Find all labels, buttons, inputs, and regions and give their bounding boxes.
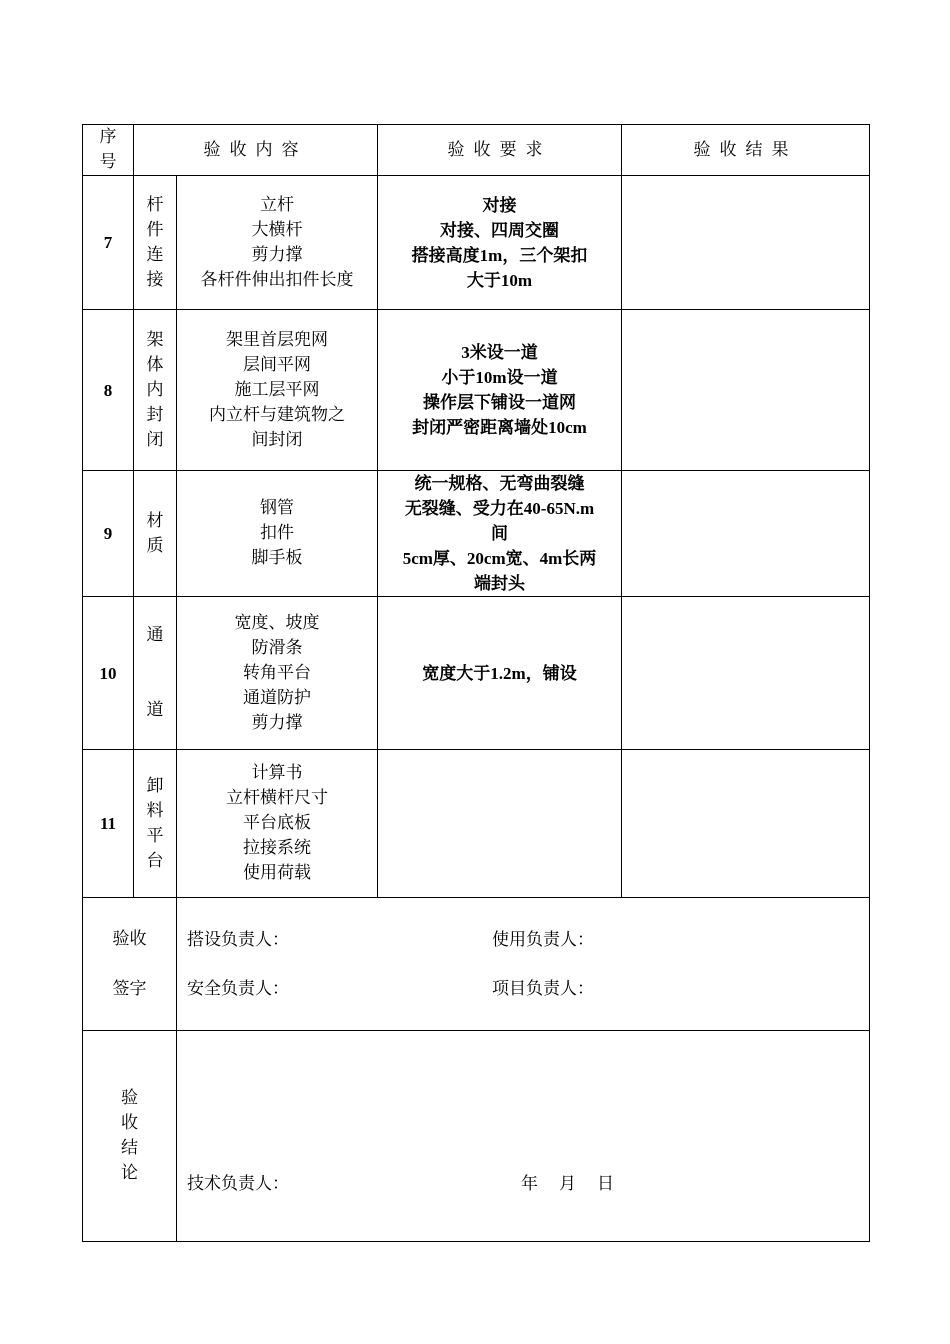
conclusion-label: 验收结论 (83, 1031, 177, 1242)
row-category: 架体内封闭 (134, 310, 177, 471)
row-result (622, 597, 870, 750)
row-seq: 11 (83, 750, 134, 898)
row-category: 杆件连接 (134, 176, 177, 310)
header-seq: 序号 (83, 125, 134, 176)
tech-signature-field[interactable]: 技术负责人： (187, 1174, 289, 1194)
row-requirement: 统一规格、无弯曲裂缝 无裂缝、受力在40-65N.m 间 5cm厚、20cm宽、4m长两 端封头 (378, 471, 622, 597)
row-seq: 7 (83, 176, 134, 310)
table-row (83, 176, 870, 310)
row-category: 卸料平台 (134, 750, 177, 898)
row-seq: 8 (83, 310, 134, 471)
row-result (622, 750, 870, 898)
safety-signature-field[interactable]: 安全负责人： (187, 979, 289, 999)
row-result (622, 310, 870, 471)
date-field[interactable]: 年 月 日 (521, 1174, 616, 1194)
header-result: 验收结果 (622, 125, 870, 176)
conclusion-fields[interactable] (177, 1031, 870, 1242)
table-row (83, 750, 870, 898)
row-content: 计算书 立杆横杆尺寸 平台底板 拉接系统 使用荷载 (177, 750, 378, 898)
row-requirement: 3米设一道 小于10m设一道 操作层下铺设一道网 封闭严密距离墙处10cm (378, 310, 622, 471)
table-row (83, 471, 870, 597)
table-row (83, 310, 870, 471)
header-row (83, 125, 870, 176)
table-row (83, 597, 870, 750)
row-content: 架里首层兜网 层间平网 施工层平网 内立杆与建筑物之 间封闭 (177, 310, 378, 471)
row-category: 通道 (134, 597, 177, 750)
project-signature-field[interactable]: 项目负责人： (492, 979, 594, 999)
row-seq: 9 (83, 471, 134, 597)
header-content: 验收内容 (134, 125, 378, 176)
row-result (622, 471, 870, 597)
conclusion-row (83, 1031, 870, 1242)
signature-label: 验收 签字 (83, 898, 177, 1031)
user-signature-field[interactable]: 使用负责人： (492, 930, 594, 950)
row-seq: 10 (83, 597, 134, 750)
signature-fields (177, 898, 870, 1031)
erector-signature-field[interactable]: 搭设负责人： (187, 930, 289, 950)
header-requirement: 验收要求 (378, 125, 622, 176)
row-requirement (378, 750, 622, 898)
row-requirement: 宽度大于1.2m，铺设 (378, 597, 622, 750)
row-category: 材质 (134, 471, 177, 597)
row-content: 宽度、坡度 防滑条 转角平台 通道防护 剪力撑 (177, 597, 378, 750)
acceptance-table (82, 124, 870, 1242)
row-content: 钢管 扣件 脚手板 (177, 471, 378, 597)
row-requirement: 对接 对接、四周交圈 搭接高度1m，三个架扣 大于10m (378, 176, 622, 310)
row-content: 立杆 大横杆 剪力撑 各杆件伸出扣件长度 (177, 176, 378, 310)
signature-row (83, 898, 870, 1031)
row-result (622, 176, 870, 310)
